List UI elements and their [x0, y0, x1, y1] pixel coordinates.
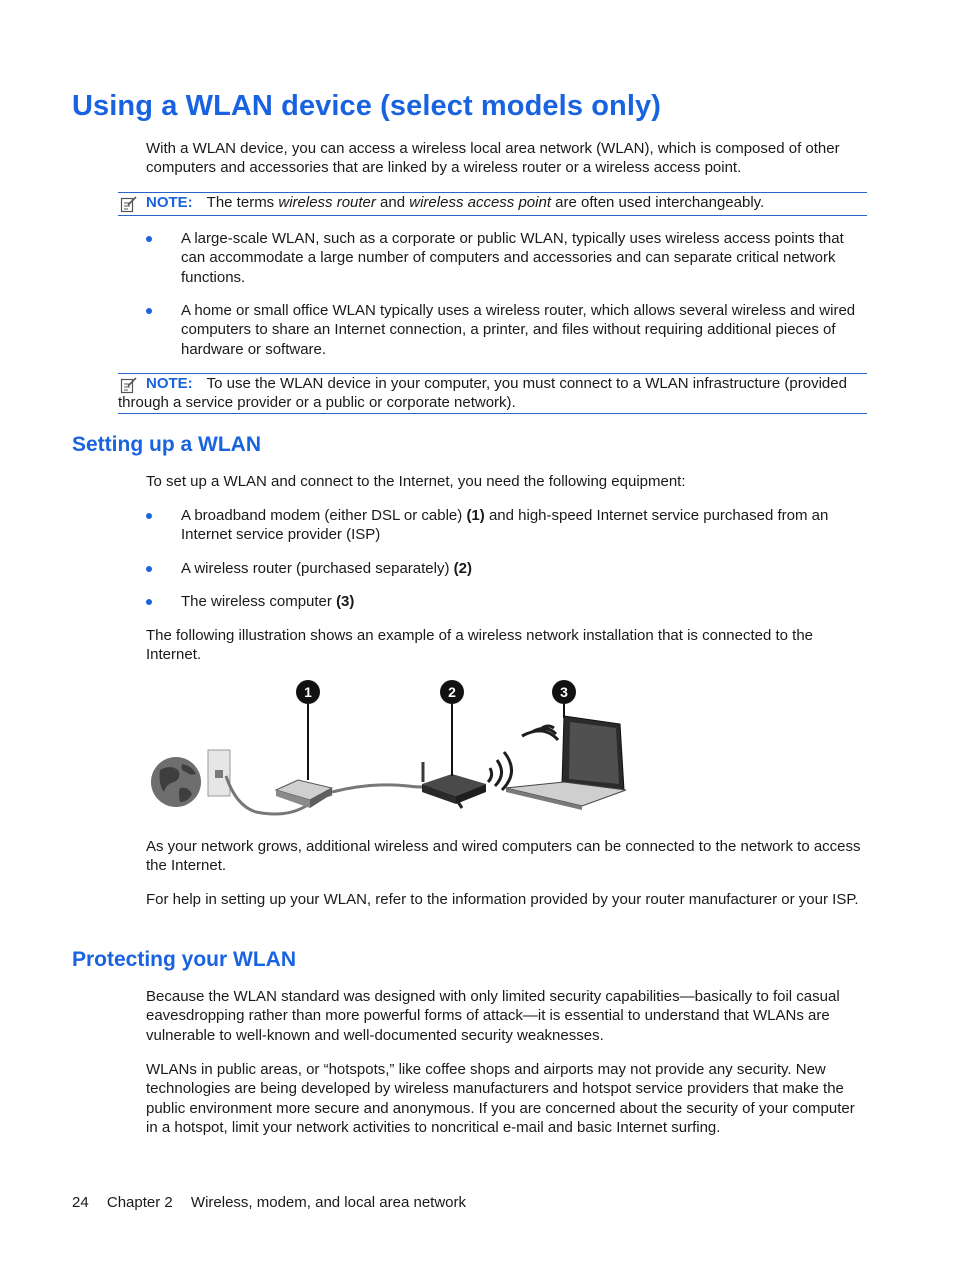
note-icon — [120, 376, 138, 394]
list-item — [146, 229, 868, 287]
note-label: NOTE: — [146, 194, 193, 211]
callout-1 — [296, 680, 320, 704]
note-text: are often used interchangeably. — [551, 194, 765, 211]
list-item — [146, 592, 868, 611]
list-item-text: A wireless router (purchased separately) — [181, 560, 454, 577]
note-text: The terms — [206, 194, 279, 211]
bullet-icon — [146, 599, 152, 605]
note-box — [118, 373, 867, 414]
chapter-label: Chapter 2 — [106, 1194, 173, 1211]
list-item-text: and high-speed Internet service purchased from an Internet service provider (ISP) — [181, 507, 829, 544]
note-emphasis: wireless access point — [409, 194, 551, 211]
note-icon — [120, 195, 138, 213]
bullet-icon — [146, 513, 152, 519]
illustration-intro: The following illustration shows an example of a wireless network installation that is connected to the Internet. — [146, 627, 814, 664]
laptop-icon — [506, 716, 626, 810]
section-heading-setup: Setting up a WLAN — [72, 433, 261, 456]
note-box — [118, 192, 867, 216]
list-item-text: A home or small office WLAN typically uses a wireless router, which allows several wireless and wired computers to share an Internet connection, a printer, and files without requiring additional pieces of hardware or software. — [181, 302, 856, 358]
network-illustration — [146, 678, 636, 818]
setup-intro: To set up a WLAN and connect to the Internet, you need the following equipment: — [146, 473, 686, 490]
wall-jack-icon — [208, 750, 230, 796]
growth-paragraph: As your network grows, additional wireless and wired computers can be connected to the network to access the Internet. — [146, 838, 861, 875]
globe-icon — [151, 757, 201, 807]
note-text: To use the WLAN device in your computer, you must connect to a WLAN infrastructure (provided through a service provider or a public or corporate network). — [118, 375, 847, 412]
callout-number: 3 — [560, 684, 568, 700]
page-number: 24 — [72, 1194, 89, 1211]
help-paragraph: For help in setting up your WLAN, refer to the information provided by your router manufacturer or your ISP. — [146, 891, 859, 908]
router-icon — [422, 762, 486, 808]
note-emphasis: wireless router — [278, 194, 376, 211]
section-heading-protect: Protecting your WLAN — [72, 948, 296, 971]
list-item — [146, 301, 868, 359]
callout-number: 2 — [448, 684, 456, 700]
bullet-icon — [146, 236, 152, 242]
wifi-waves-icon — [522, 726, 558, 740]
bullet-icon — [146, 566, 152, 572]
note-label: NOTE: — [146, 375, 193, 392]
protect-paragraph-2: WLANs in public areas, or “hotspots,” like coffee shops and airports may not provide any security. New technologies are being developed by wireless manufacturers and hotspot service providers that make the public environment more secure and anonymous. If you are concerned about the security of your computer in a hotspot, limit your network activities to noncritical e-mail and basic Internet surfing. — [146, 1061, 855, 1136]
page-title: Using a WLAN device (select models only) — [72, 90, 661, 122]
wifi-waves-icon — [488, 752, 512, 790]
protect-paragraph-1: Because the WLAN standard was designed with only limited security capabilities—basically to foil casual eavesdropping rather than more powerful forms of attack—it is essential to understand that WLANs are vulnerable to well-known and well-documented security weaknesses. — [146, 988, 840, 1044]
callout-ref: (2) — [453, 560, 472, 577]
callout-ref: (3) — [336, 593, 355, 610]
list-item — [146, 506, 868, 545]
list-item-text: A broadband modem (either DSL or cable) — [181, 507, 467, 524]
page-footer — [72, 1193, 480, 1212]
modem-icon — [276, 780, 332, 808]
list-item — [146, 559, 868, 578]
list-item-text: A large-scale WLAN, such as a corporate or public WLAN, typically uses wireless access points that can accommodate a large number of computers and accessories and can separate critical network functions. — [181, 230, 844, 286]
note-text: and — [375, 194, 410, 211]
callout-3 — [552, 680, 576, 704]
intro-paragraph: With a WLAN device, you can access a wireless local area network (WLAN), which is composed of other computers and accessories that are linked by a wireless router or a wireless access point. — [146, 140, 840, 177]
list-item-text: The wireless computer — [181, 593, 337, 610]
callout-ref: (1) — [466, 507, 485, 524]
callout-2 — [440, 680, 464, 704]
callout-number: 1 — [304, 684, 312, 700]
chapter-title: Wireless, modem, and local area network — [190, 1194, 467, 1211]
bullet-icon — [146, 308, 152, 314]
